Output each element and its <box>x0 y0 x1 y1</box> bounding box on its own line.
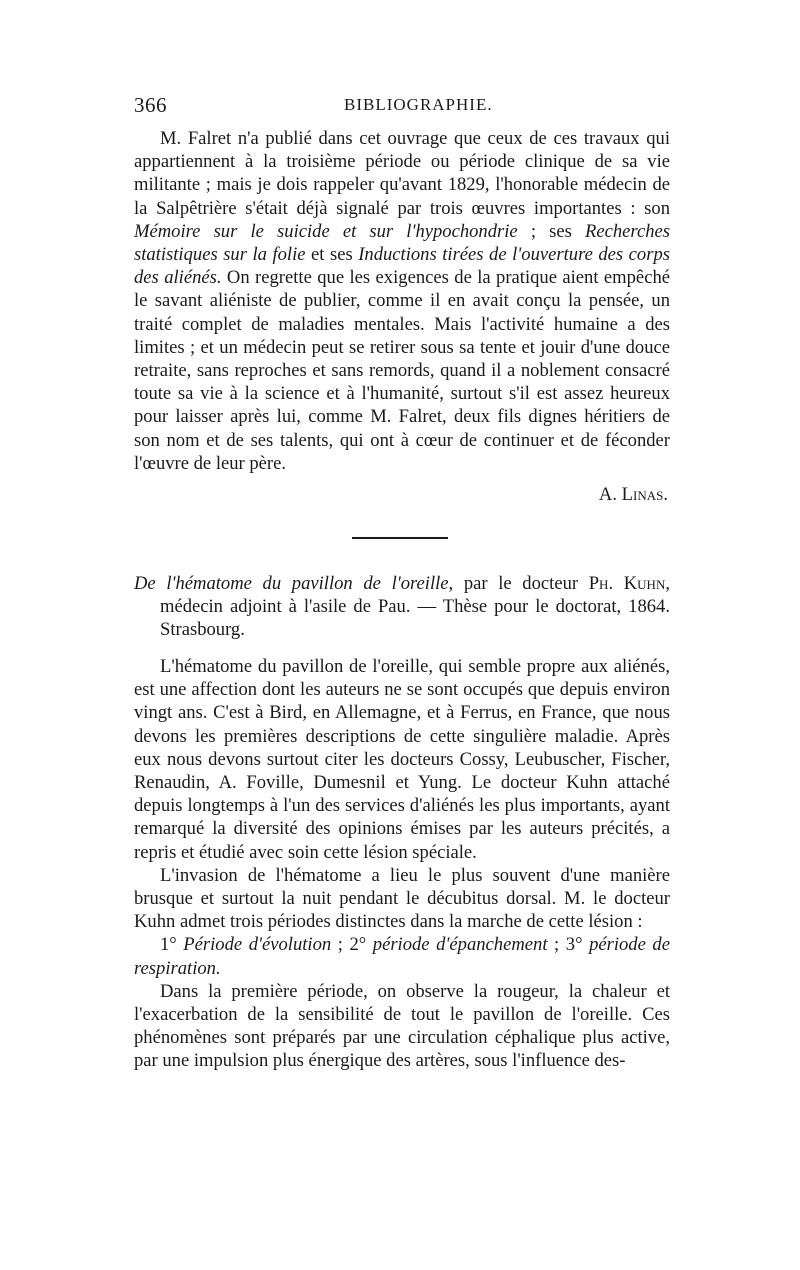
paragraph: L'hématome du pavillon de l'oreille, qui semble propre aux aliénés, est une affection dont les auteurs ne se sont occupés que depuis environ vingt ans. C'est à Bird, en Allemagne, et à Ferrus, en France, que nous devons les premières descriptions de cette singulière maladie. Après eux nous devons surtout citer les docteurs Cossy, Leubuscher, Fischer, Renaudin, A. Foville, Dumesnil et Yung. Le docteur Kuhn attaché depuis longtemps à l'un des services d'aliénés les plus importants, ayant remarqué la diversité des opinions émises par les auteurs précités, a repris et étudié avec soin cette lésion spéciale. <box>134 656 670 863</box>
signature: A. Linas. <box>598 484 668 505</box>
citation-author: Ph. Kuhn, <box>588 573 670 594</box>
paragraph: Dans la première période, on observe la rougeur, la chaleur et l'exacerbation de la sensibilité de tout le pavillon de l'oreille. Ces phénomènes sont préparés par une circulation céphalique plus active, par une impulsion plus énergique des artères, sous l'influence des- <box>134 980 670 1072</box>
section-divider <box>352 537 448 539</box>
page-header <box>134 93 670 123</box>
work-title: Mémoire sur le suicide et sur l'hypochondrie <box>134 220 518 242</box>
citation-title: De l'hématome du pavillon de l'oreille, <box>134 573 454 594</box>
work-title: Inductions tirées de l'ouverture des corps des aliénés. <box>134 244 670 289</box>
signature-name: Linas. <box>621 484 668 505</box>
review-kuhn <box>134 655 670 1073</box>
paragraph: 1° Période d'évolution ; 2° période d'épanchement ; 3° période de respiration. <box>134 934 670 979</box>
paragraph: L'invasion de l'hématome a lieu le plus souvent d'une manière brusque et surtout la nuit pendant le décubitus dorsal. M. le docteur Kuhn admet trois périodes distinctes dans la marche de cette lésion : <box>134 864 670 933</box>
running-title: BIBLIOGRAPHIE. <box>344 95 493 114</box>
work-title: Recherches statistiques sur la folie <box>134 220 670 266</box>
paragraph: M. Falret n'a publié dans cet ouvrage que ceux de ces travaux qui appartiennent à la troisième période ou période clinique de sa vie militante ; mais je dois rappeler qu'avant 1829, l'honorable médecin de la Salpêtrière s'était déjà signalé par trois œuvres importantes : son Mémoire sur le suicide et sur l'hypochondrie ; ses Recherches statistiques sur la folie et ses Inductions tirées de l'ouverture des corps des aliénés. On regrette que les exigences de la pratique aient empêché le savant aliéniste de publier, comme il en avait conçu la pensée, un traité complet de maladies mentales. Mais l'activité humaine a des limites ; et un médecin peut se retirer sous sa tente et jouir d'une douce retraite, sans reproches et sans remords, quand il a noblement consacré toute sa vie à la science et à l'humanité, surtout s'il est assez heureux pour laisser après lui, comme M. Falret, deux fils dignes héritiers de son nom et de ses talents, qui ont à cœur de continuer et de féconder l'œuvre de leur père. <box>134 128 670 474</box>
page-number: 366 <box>134 93 167 117</box>
review-falret <box>134 127 670 475</box>
bibliographic-citation: De l'hématome du pavillon de l'oreille, par le docteur Ph. Kuhn, médecin adjoint à l'asile de Pau. — Thèse pour le doctorat, 1864. Strasbourg. <box>134 573 670 641</box>
